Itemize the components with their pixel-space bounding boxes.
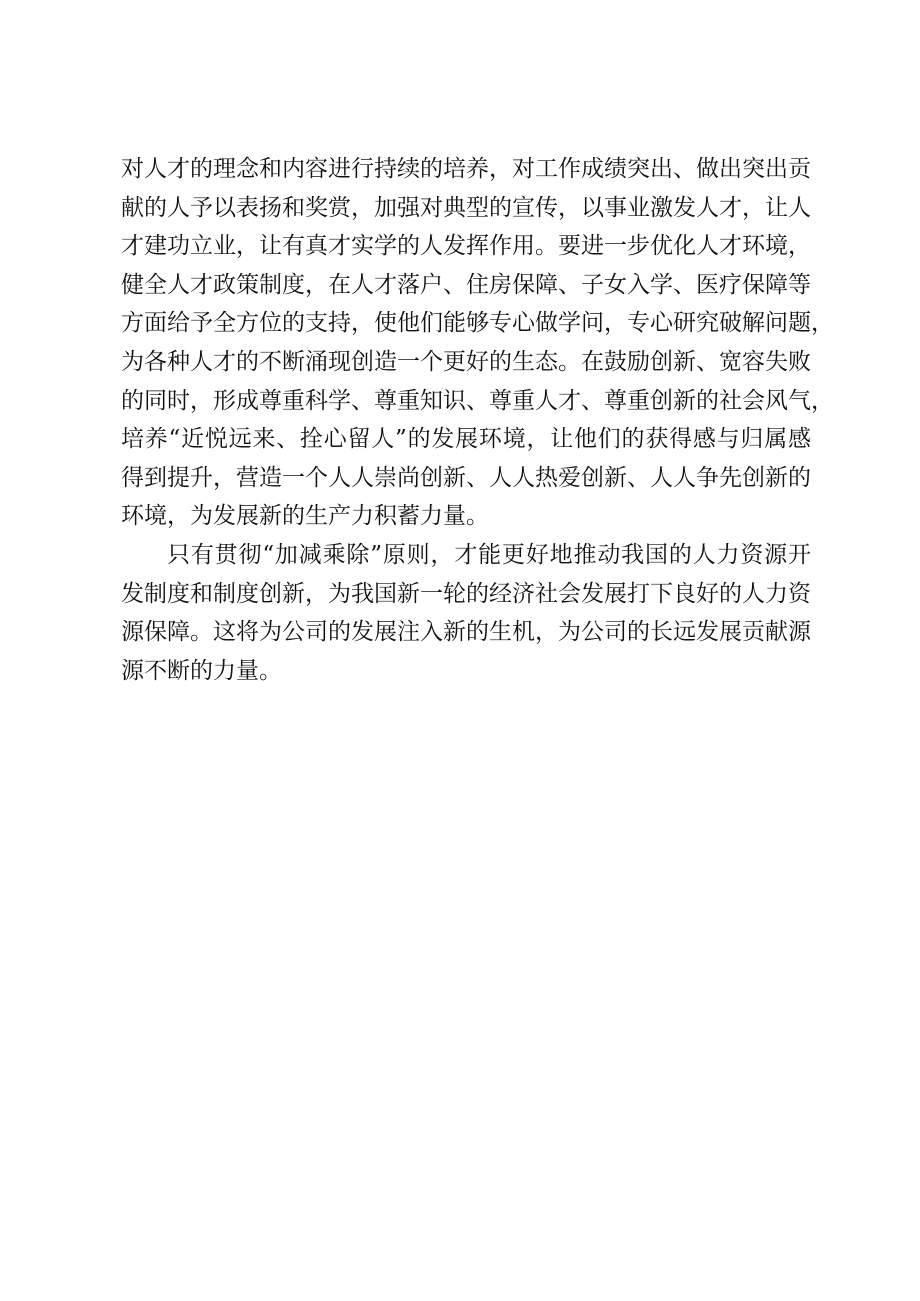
- text-line: 为各种人才的不断涌现创造一个更好的生态。在鼓励创新、宽容失败: [121, 348, 811, 375]
- document-body: [121, 150, 834, 690]
- text-line: 环境，为发展新的生产力积蓄力量。: [121, 503, 489, 530]
- text-line: 发制度和制度创新，为我国新一轮的经济社会发展打下良好的人力资: [121, 580, 811, 607]
- paragraph-2: [121, 536, 811, 690]
- text-line: 培养“近悦远来、拴心留人”的发展环境，让他们的获得感与归属感: [121, 426, 811, 453]
- text-line: 献的人予以表扬和奖赏，加强对典型的宣传，以事业激发人才，让人: [121, 194, 811, 221]
- text-line: 只有贯彻“加减乘除”原则，才能更好地推动我国的人力资源开: [167, 541, 811, 568]
- paragraph-1: [121, 150, 834, 536]
- text-line: 得到提升，营造一个人人崇尚创新、人人热爱创新、人人争先创新的: [121, 464, 811, 491]
- text-line: 源不断的力量。: [121, 657, 282, 684]
- text-line: 源保障。这将为公司的发展注入新的生机，为公司的长远发展贡献源: [121, 619, 811, 646]
- text-line: 的同时，形成尊重科学、尊重知识、尊重人才、尊重创新的社会风气，: [121, 387, 834, 414]
- text-line: 健全人才政策制度，在人才落户、住房保障、子女入学、医疗保障等: [121, 271, 811, 298]
- text-line: 方面给予全方位的支持，使他们能够专心做学问，专心研究破解问题，: [121, 310, 834, 337]
- text-line: 对人才的理念和内容进行持续的培养，对工作成绩突出、做出突出贡: [121, 156, 811, 182]
- text-line: 才建功立业，让有真才实学的人发挥作用。要进一步优化人才环境，: [121, 233, 811, 260]
